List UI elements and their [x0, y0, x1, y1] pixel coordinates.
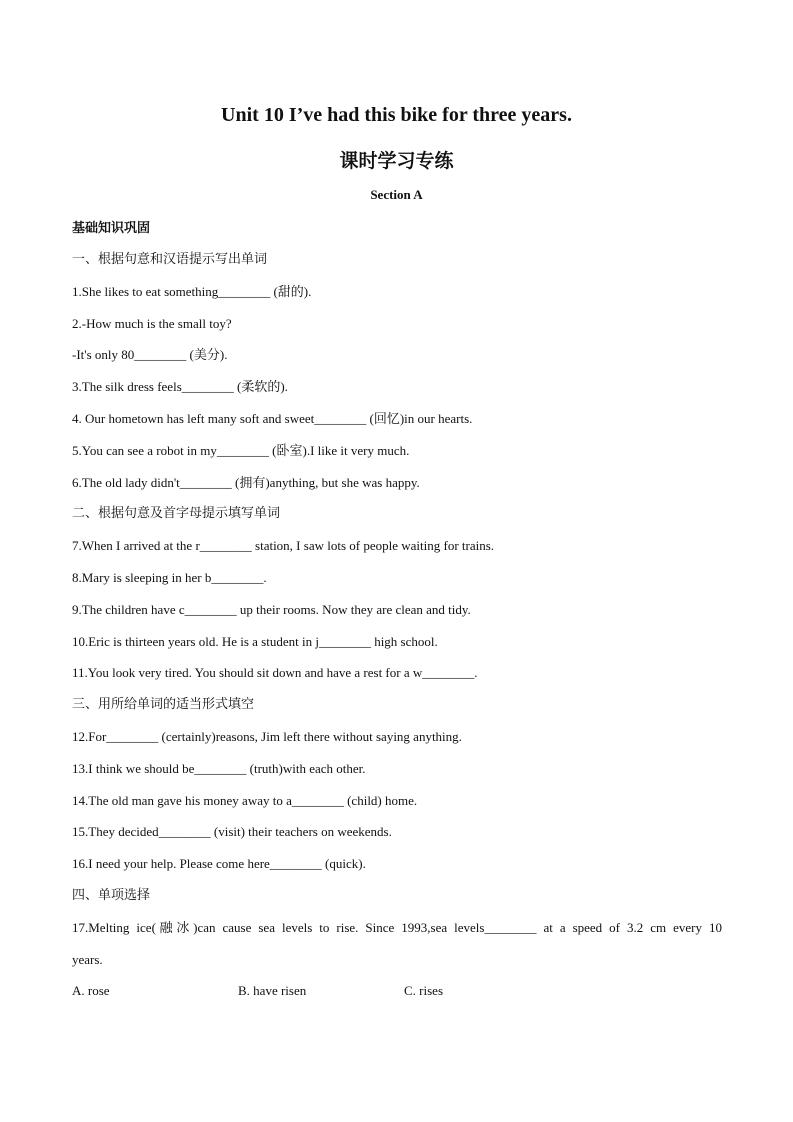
- part-heading: 基础知识巩固: [72, 221, 151, 236]
- question-3: 3.The silk dress feels________ (柔软的).: [72, 379, 288, 394]
- section-1-heading: 一、根据句意和汉语提示写出单词: [72, 252, 268, 267]
- question-14: 14.The old man gave his money away to a________ (child) home.: [72, 793, 418, 808]
- section-3-heading: 三、用所给单词的适当形式填空: [72, 697, 255, 712]
- section-4-heading: 四、单项选择: [72, 888, 151, 903]
- question-2-prompt: 2.-How much is the small toy?: [72, 316, 232, 331]
- question-1: 1.She likes to eat something________ (甜的).: [72, 284, 312, 299]
- option-a: A. rose: [72, 983, 110, 998]
- question-5: 5.You can see a robot in my________ (卧室).I like it very much.: [72, 443, 410, 458]
- question-10: 10.Eric is thirteen years old. He is a student in j________ high school.: [72, 634, 438, 649]
- worksheet-subtitle: 课时学习专练: [339, 150, 454, 172]
- option-c: C. rises: [404, 983, 443, 998]
- section-2-heading: 二、根据句意及首字母提示填写单词: [72, 506, 281, 521]
- question-16: 16.I need your help. Please come here________ (quick).: [72, 856, 366, 871]
- unit-title: Unit 10 I’ve had this bike for three years.: [221, 104, 572, 126]
- question-17-line-1: 17.Melting ice(融冰)can cause sea levels to rise. Since 1993,sea levels________ at a speed of 3.2 cm every 10: [72, 920, 722, 935]
- question-4: 4. Our hometown has left many soft and sweet________ (回忆)in our hearts.: [72, 411, 473, 426]
- question-11: 11.You look very tired. You should sit down and have a rest for a w________.: [72, 665, 478, 680]
- question-8: 8.Mary is sleeping in her b________.: [72, 570, 267, 585]
- section-label: Section A: [370, 187, 423, 202]
- question-12: 12.For________ (certainly)reasons, Jim left there without saying anything.: [72, 729, 462, 744]
- question-17-line-2: years.: [72, 952, 103, 967]
- option-b: B. have risen: [238, 983, 307, 998]
- question-6: 6.The old lady didn't________ (拥有)anything, but she was happy.: [72, 475, 420, 490]
- question-9: 9.The children have c________ up their rooms. Now they are clean and tidy.: [72, 602, 471, 617]
- question-7: 7.When I arrived at the r________ station, I saw lots of people waiting for trains.: [72, 538, 495, 553]
- question-13: 13.I think we should be________ (truth)with each other.: [72, 761, 366, 776]
- question-2-answer: -It's only 80________ (美分).: [72, 347, 228, 362]
- question-15: 15.They decided________ (visit) their teachers on weekends.: [72, 824, 392, 839]
